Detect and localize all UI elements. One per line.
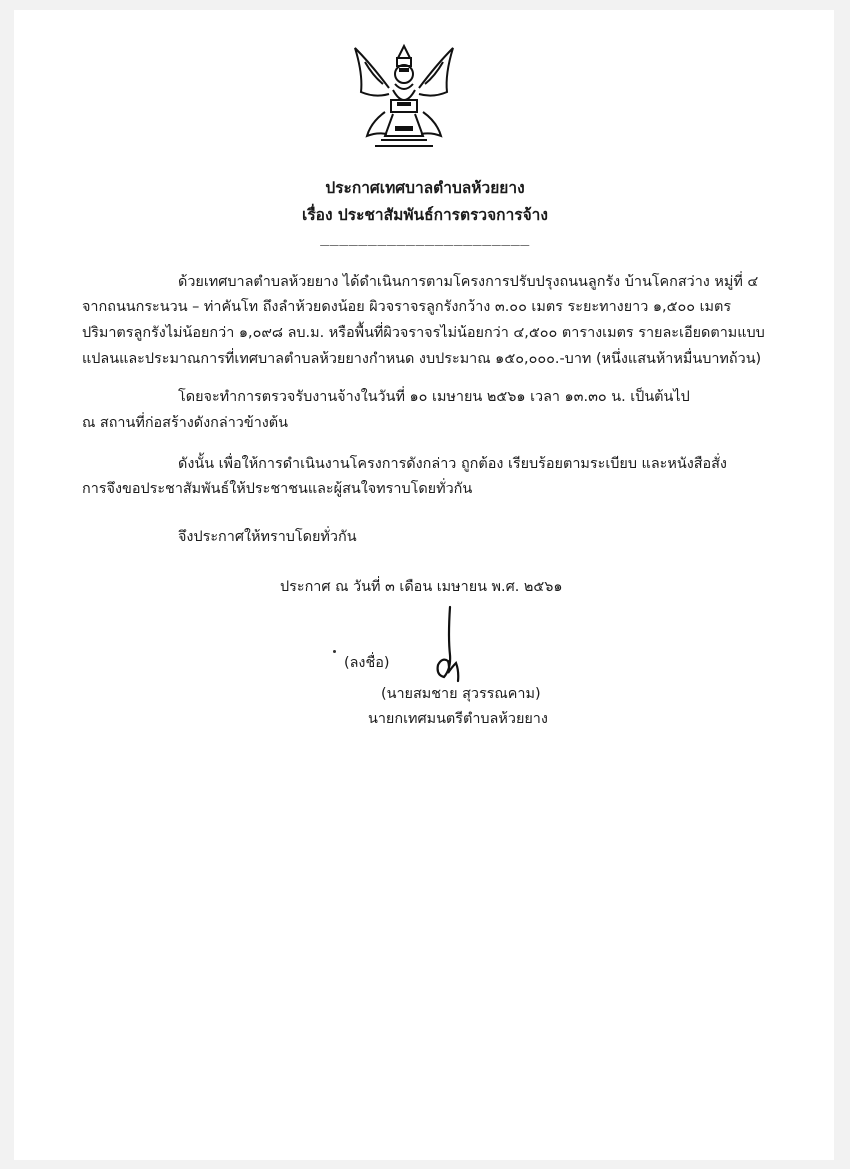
signatory-position: นายกเทศมนตรีตำบลห้วยยาง [368,711,548,727]
paragraph-2-line-1: โดยจะทำการตรวจรับงานจ้างในวันที่ ๑๐ เมษายน ๒๕๖๑ เวลา ๑๓.๓๐ น. เป็นต้นไป [178,389,690,405]
handwritten-signature [430,605,466,685]
signatory-name: (นายสมชาย สุวรรณคาม) [381,686,541,702]
sign-label: (ลงชื่อ) [344,655,390,671]
paragraph-4: จึงประกาศให้ทราบโดยทั่วกัน [178,529,357,545]
subject-line: เรื่อง ประชาสัมพันธ์การตรวจการจ้าง [302,206,548,224]
garuda-emblem-icon [345,40,463,150]
paragraph-3-line-2: การจึงขอประชาสัมพันธ์ให้ประชาชนและผู้สนใจทราบโดยทั่วกัน [82,481,473,497]
paragraph-3-line-1: ดังนั้น เพื่อให้การดำเนินงานโครงการดังกล่าว ถูกต้อง เรียบร้อยตามระเบียบ และหนังสือสั่ง [178,456,727,472]
paragraph-1-line-2: จากถนนกระนวน – ท่าคันโท ถึงลำห้วยดงน้อย ผิวจราจรลูกรังกว้าง ๓.๐๐ เมตร ระยะทางยาว ๑,๕๐๐ เมตร [82,299,732,315]
page-title: ประกาศเทศบาลตำบลห้วยยาง [325,179,525,197]
paragraph-1-line-4: แปลนและประมาณการที่เทศบาลตำบลห้วยยางกำหนด งบประมาณ ๑๕๐,๐๐๐.-บาท (หนึ่งแสนห้าหมื่นบาทถ้วน) [82,351,762,367]
paragraph-2-line-2: ณ สถานที่ก่อสร้างดังกล่าวข้างต้น [82,415,288,431]
stray-mark [333,650,336,653]
announce-date: ประกาศ ณ วันที่ ๓ เดือน เมษายน พ.ศ. ๒๕๖๑ [280,579,563,595]
paragraph-1-line-3: ปริมาตรลูกรังไม่น้อยกว่า ๑,๐๙๘ ลบ.ม. หรือพื้นที่ผิวจราจรไม่น้อยกว่า ๔,๕๐๐ ตารางเมตร รายละเอียดตามแบบ [82,325,765,341]
title-divider: ______________________ [320,228,530,246]
paragraph-1-line-1: ด้วยเทศบาลตำบลห้วยยาง ได้ดำเนินการตามโครงการปรับปรุงถนนลูกรัง บ้านโคกสว่าง หมู่ที่ ๔ [178,274,759,290]
